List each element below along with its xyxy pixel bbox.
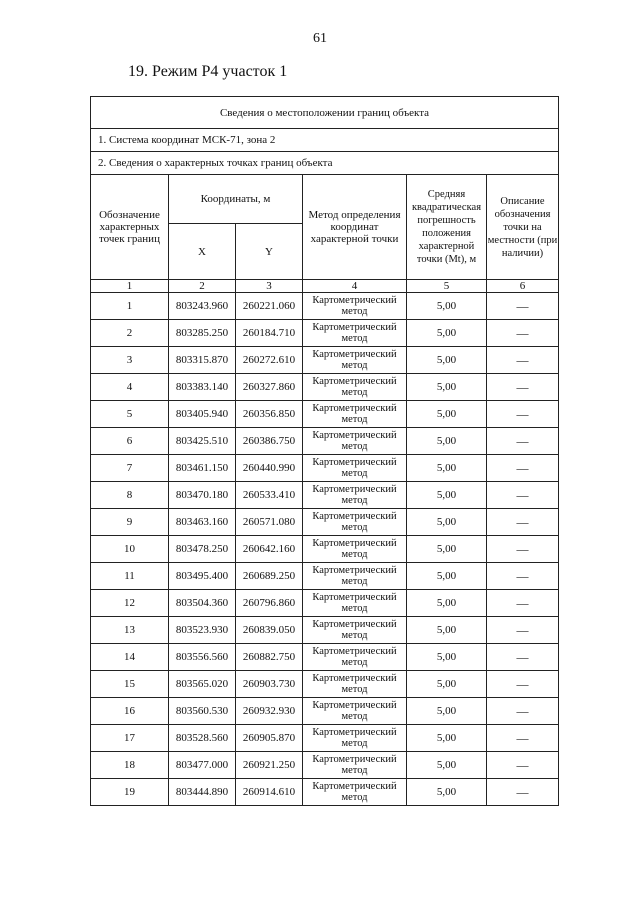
coord-x-cell: 803315.870 [169,347,236,374]
method-cell: Картометрический метод [303,428,407,455]
coord-y-cell: 260184.710 [236,320,303,347]
error-cell: 5,00 [407,509,487,536]
method-cell: Картометрический метод [303,617,407,644]
coord-x-cell: 803405.940 [169,401,236,428]
error-cell: 5,00 [407,779,487,806]
coord-y-cell: 260839.050 [236,617,303,644]
error-cell: 5,00 [407,671,487,698]
point-number-cell: 2 [91,320,169,347]
error-cell: 5,00 [407,320,487,347]
method-cell: Картометрический метод [303,374,407,401]
error-cell: 5,00 [407,752,487,779]
coord-x-cell: 803461.150 [169,455,236,482]
table-row [91,347,559,374]
method-cell: Картометрический метод [303,752,407,779]
method-cell: Картометрический метод [303,293,407,320]
coord-x-cell: 803556.560 [169,644,236,671]
coord-y-cell: 260440.990 [236,455,303,482]
boundary-table-body [91,97,559,806]
point-number-cell: 15 [91,671,169,698]
table-row [91,374,559,401]
method-cell: Картометрический метод [303,536,407,563]
coord-y-cell: 260221.060 [236,293,303,320]
header-x: X [169,224,236,280]
point-number-cell: 5 [91,401,169,428]
method-cell: Картометрический метод [303,320,407,347]
description-cell: — [487,752,559,779]
coord-x-cell: 803560.530 [169,698,236,725]
description-cell: — [487,725,559,752]
column-number: 5 [407,280,487,293]
point-number-cell: 9 [91,509,169,536]
description-cell: — [487,455,559,482]
coord-y-cell: 260571.080 [236,509,303,536]
error-cell: 5,00 [407,347,487,374]
column-number: 3 [236,280,303,293]
coord-y-cell: 260882.750 [236,644,303,671]
method-cell: Картометрический метод [303,779,407,806]
error-cell: 5,00 [407,482,487,509]
coord-y-cell: 260903.730 [236,671,303,698]
table-row [91,698,559,725]
method-cell: Картометрический метод [303,482,407,509]
error-cell: 5,00 [407,590,487,617]
points-caption: 2. Сведения о характерных точках границ объекта [91,152,559,175]
error-cell: 5,00 [407,293,487,320]
coord-y-cell: 260905.870 [236,725,303,752]
method-cell: Картометрический метод [303,347,407,374]
coord-y-cell: 260796.860 [236,590,303,617]
method-cell: Картометрический метод [303,590,407,617]
point-number-cell: 19 [91,779,169,806]
coord-y-cell: 260689.250 [236,563,303,590]
point-number-cell: 3 [91,347,169,374]
header-y: Y [236,224,303,280]
point-number-cell: 6 [91,428,169,455]
table-row [91,590,559,617]
coord-y-cell: 260533.410 [236,482,303,509]
header-row-1 [91,175,559,224]
coord-y-cell: 260272.610 [236,347,303,374]
point-number-cell: 1 [91,293,169,320]
description-cell: — [487,671,559,698]
description-cell: — [487,374,559,401]
error-cell: 5,00 [407,536,487,563]
table-row [91,644,559,671]
column-number: 1 [91,280,169,293]
error-cell: 5,00 [407,617,487,644]
coord-y-cell: 260921.250 [236,752,303,779]
point-number-cell: 13 [91,617,169,644]
method-cell: Картометрический метод [303,698,407,725]
coord-y-cell: 260932.930 [236,698,303,725]
error-cell: 5,00 [407,563,487,590]
point-number-cell: 4 [91,374,169,401]
method-cell: Картометрический метод [303,671,407,698]
header-error: Средняя квадратическая погрешность положения характерной точки (Mt), м [407,175,487,280]
section-title: 19. Режим Р4 участок 1 [128,63,288,80]
coord-x-cell: 803477.000 [169,752,236,779]
header-coords: Координаты, м [169,175,303,224]
table-row [91,455,559,482]
table-caption: Сведения о местоположении границ объекта [91,97,559,129]
table-row [91,536,559,563]
description-cell: — [487,536,559,563]
point-number-cell: 18 [91,752,169,779]
table-row [91,401,559,428]
coord-y-cell: 260327.860 [236,374,303,401]
table-row [91,320,559,347]
coord-x-cell: 803565.020 [169,671,236,698]
method-cell: Картометрический метод [303,509,407,536]
header-point-label: Обозначение характерных точек границ [91,175,169,280]
coord-y-cell: 260914.610 [236,779,303,806]
coord-x-cell: 803285.250 [169,320,236,347]
point-number-cell: 11 [91,563,169,590]
description-cell: — [487,644,559,671]
coord-x-cell: 803528.560 [169,725,236,752]
method-cell: Картометрический метод [303,563,407,590]
table-caption-row [91,97,559,129]
point-number-cell: 12 [91,590,169,617]
description-cell: — [487,347,559,374]
point-number-cell: 14 [91,644,169,671]
point-number-cell: 7 [91,455,169,482]
table-row [91,779,559,806]
coord-y-cell: 260386.750 [236,428,303,455]
page-number: 61 [313,31,327,46]
column-number: 4 [303,280,407,293]
error-cell: 5,00 [407,374,487,401]
description-cell: — [487,482,559,509]
coord-x-cell: 803478.250 [169,536,236,563]
description-cell: — [487,428,559,455]
error-cell: 5,00 [407,428,487,455]
coord-x-cell: 803504.360 [169,590,236,617]
coord-x-cell: 803425.510 [169,428,236,455]
error-cell: 5,00 [407,698,487,725]
coord-y-cell: 260356.850 [236,401,303,428]
description-cell: — [487,293,559,320]
description-cell: — [487,779,559,806]
point-number-cell: 17 [91,725,169,752]
table-row [91,428,559,455]
header-description: Описание обозначения точки на местности (при наличии) [487,175,559,280]
error-cell: 5,00 [407,401,487,428]
table-row [91,752,559,779]
error-cell: 5,00 [407,644,487,671]
header-method: Метод определения координат характерной точки [303,175,407,280]
column-number: 2 [169,280,236,293]
point-number-cell: 10 [91,536,169,563]
table-row [91,482,559,509]
method-cell: Картометрический метод [303,401,407,428]
description-cell: — [487,590,559,617]
method-cell: Картометрический метод [303,644,407,671]
description-cell: — [487,617,559,644]
description-cell: — [487,509,559,536]
method-cell: Картометрический метод [303,455,407,482]
column-numbers-row [91,280,559,293]
coord-x-cell: 803383.140 [169,374,236,401]
coord-x-cell: 803444.890 [169,779,236,806]
coord-system-row [91,129,559,152]
point-number-cell: 16 [91,698,169,725]
method-cell: Картометрический метод [303,725,407,752]
table-row [91,509,559,536]
error-cell: 5,00 [407,725,487,752]
points-caption-row [91,152,559,175]
column-number: 6 [487,280,559,293]
coord-x-cell: 803463.160 [169,509,236,536]
table-row [91,725,559,752]
description-cell: — [487,698,559,725]
description-cell: — [487,320,559,347]
coord-x-cell: 803495.400 [169,563,236,590]
table-row [91,671,559,698]
point-number-cell: 8 [91,482,169,509]
description-cell: — [487,563,559,590]
coord-y-cell: 260642.160 [236,536,303,563]
error-cell: 5,00 [407,455,487,482]
description-cell: — [487,401,559,428]
table-row [91,563,559,590]
boundary-table [90,96,559,806]
coord-x-cell: 803523.930 [169,617,236,644]
coord-system: 1. Система координат МСК-71, зона 2 [91,129,559,152]
coord-x-cell: 803243.960 [169,293,236,320]
table-row [91,293,559,320]
table-row [91,617,559,644]
coord-x-cell: 803470.180 [169,482,236,509]
